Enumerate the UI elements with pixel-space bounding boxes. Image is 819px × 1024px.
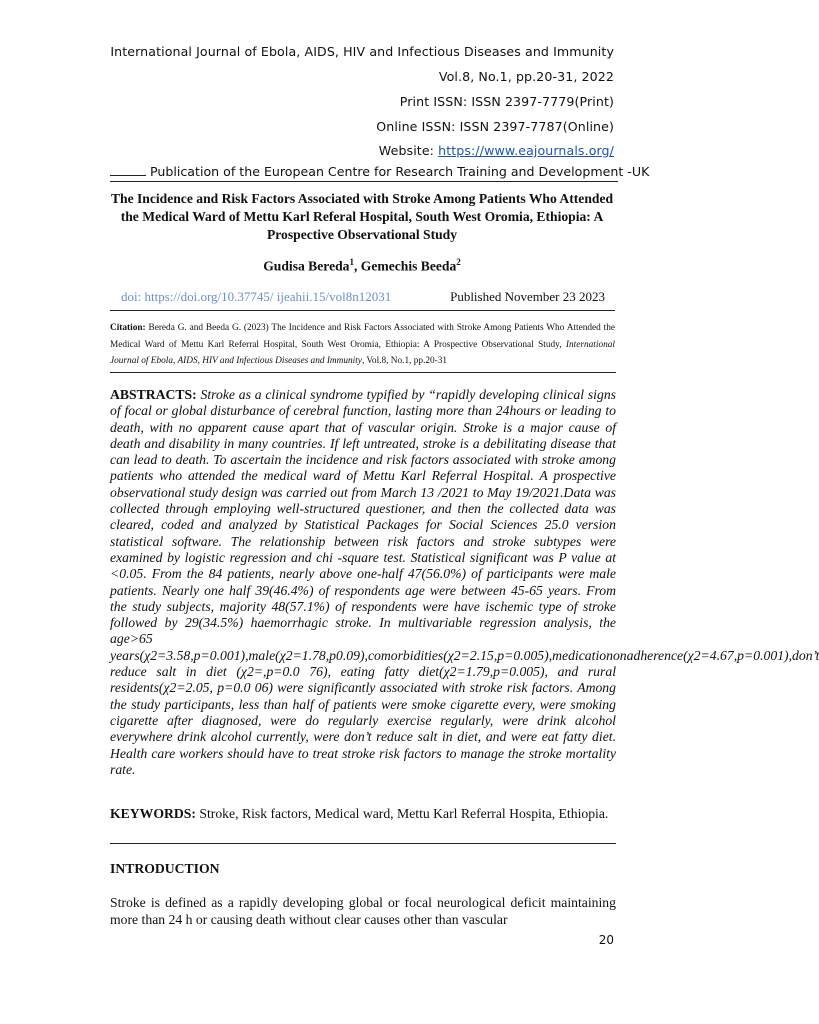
publisher-rule [110,175,146,176]
keywords [110,806,616,823]
introduction-heading: INTRODUCTION [110,861,220,876]
author-1: Gudisa Bereda [263,258,350,274]
publisher-text: Publication of the European Centre for Research Training and Development -UK [150,164,650,179]
website-label: Website: [378,143,439,158]
article-title: The Incidence and Risk Factors Associated with Stroke Among Patients Who Attended the Medical Ward of Mettu Karl Referal Hospital, South West Oromia, Ethiopia: A Prospective Observational Study [110,191,614,242]
publisher-line [110,164,650,182]
divider-top [110,372,616,373]
citation-text: Bereda G. and Beeda G. (2023) The Incidence and Risk Factors Associated with Stroke Among Patients Who Attended the Medical Ward of Mettu Karl Referral Hospital, South West Oromia, Ethiopia: A Prospective Observational Study, [110,323,615,350]
website-line [379,143,614,158]
author-separator: , [353,258,361,274]
abstract-label: ABSTRACTS: [110,387,197,402]
volume-info: Vol.8, No.1, pp.20-31, 2022 [438,69,614,84]
author-line [110,257,614,275]
divider-bottom [110,843,616,844]
doi-row [110,289,615,311]
keywords-text: Stroke, Risk factors, Medical ward, Mettu Karl Referral Hospita, Ethiopia. [195,806,609,821]
abstract [110,387,819,778]
author-1-affiliation: 1 [349,257,354,267]
citation-tail: , Vol.8, No.1, pp.20-31 [361,356,448,366]
journal-name: International Journal of Ebola, AIDS, HIV and Infectious Diseases and Immunity [110,44,614,59]
author-2-affiliation: 2 [456,257,461,267]
website-link[interactable]: https://www.eajournals.org/ [438,143,614,158]
introduction-paragraph: Stroke is defined as a rapidly developing global or focal neurological deficit maintaining more than 24 h or causing death without clear causes other than vascular [110,895,616,927]
published-date: Published November 23 2023 [450,289,605,304]
online-issn: Online ISSN: ISSN 2397-7787(Online) [376,119,614,134]
author-2: Gemechis Beeda [360,258,457,274]
citation-journal: International Journal of Ebola, AIDS, HIV and Infectious Diseases and Immunity [110,339,615,366]
citation-label: Citation: [110,323,146,333]
abstract-text: Stroke as a clinical syndrome typified by “rapidly developing clinical signs of focal or global disturbance of cerebral function, lasting more than 24hours or leading to death, with no apparent cause apart that of vascular origin. Stroke is a major cause of death and disability in many countries. If left untreated, stroke is a debilitating disease that can lead to death. To ascertain the incidence and risk factors associated with stroke among patients who attended the medical ward of Mettu Karl Referral Hospital. A prospective observational study design was carried out from March 13 /2021 to May 19/2021.Data was collected through employing well-structured questioner, and then the collected data was cleared, coded and analyzed by Statistical Packages for Social Sciences 25.0 version statistical software. The relationship between risk factors and stroke subtypes were examined by logistic regression and chi -square test. Statistical significant was P value at <0.05. From the 84 patients, nearly above one-half 47(56.0%) of participants were male patients. Nearly one half 39(46.4%) of respondents age were between 45-65 years. From the study subjects, majority 48(57.1%) of respondents were have ischemic type of stroke followed by 29(34.5%) haemorrhagic stroke. In multivariable regression analysis, the age>65 years(χ2=3.58,p=0.001),male(χ2=1.78,p0.09),comorbidities(χ2=2.15,p=0.005),medicationonadherence(χ2=4.67,p=0.001),don’t reduce salt in diet (χ2=,p=0.0 76), eating fatty diet(χ2=1.79,p=0.005), and rural residents(χ2=2.05, p=0.0 06) were significantly associated with stroke risk factors. Among the study participants, less than half of patients were smoke cigarette every, were smoking cigarette after diagnosed, were do regularly exercise regularly, were drink alcohol everywhere drink alcohol currently, were don’t reduce salt in diet, and were eat fatty diet. Health care workers should have to treat stroke risk factors to manage the stroke mortality rate. [110,387,819,777]
page-number: 20 [598,933,614,947]
doi-link[interactable]: doi: https://doi.org/10.37745/ ijeahii.15/vol8n12031 [121,289,392,304]
keywords-label: KEYWORDS: [110,806,196,821]
print-issn: Print ISSN: ISSN 2397-7779(Print) [399,94,614,109]
citation [110,320,615,370]
